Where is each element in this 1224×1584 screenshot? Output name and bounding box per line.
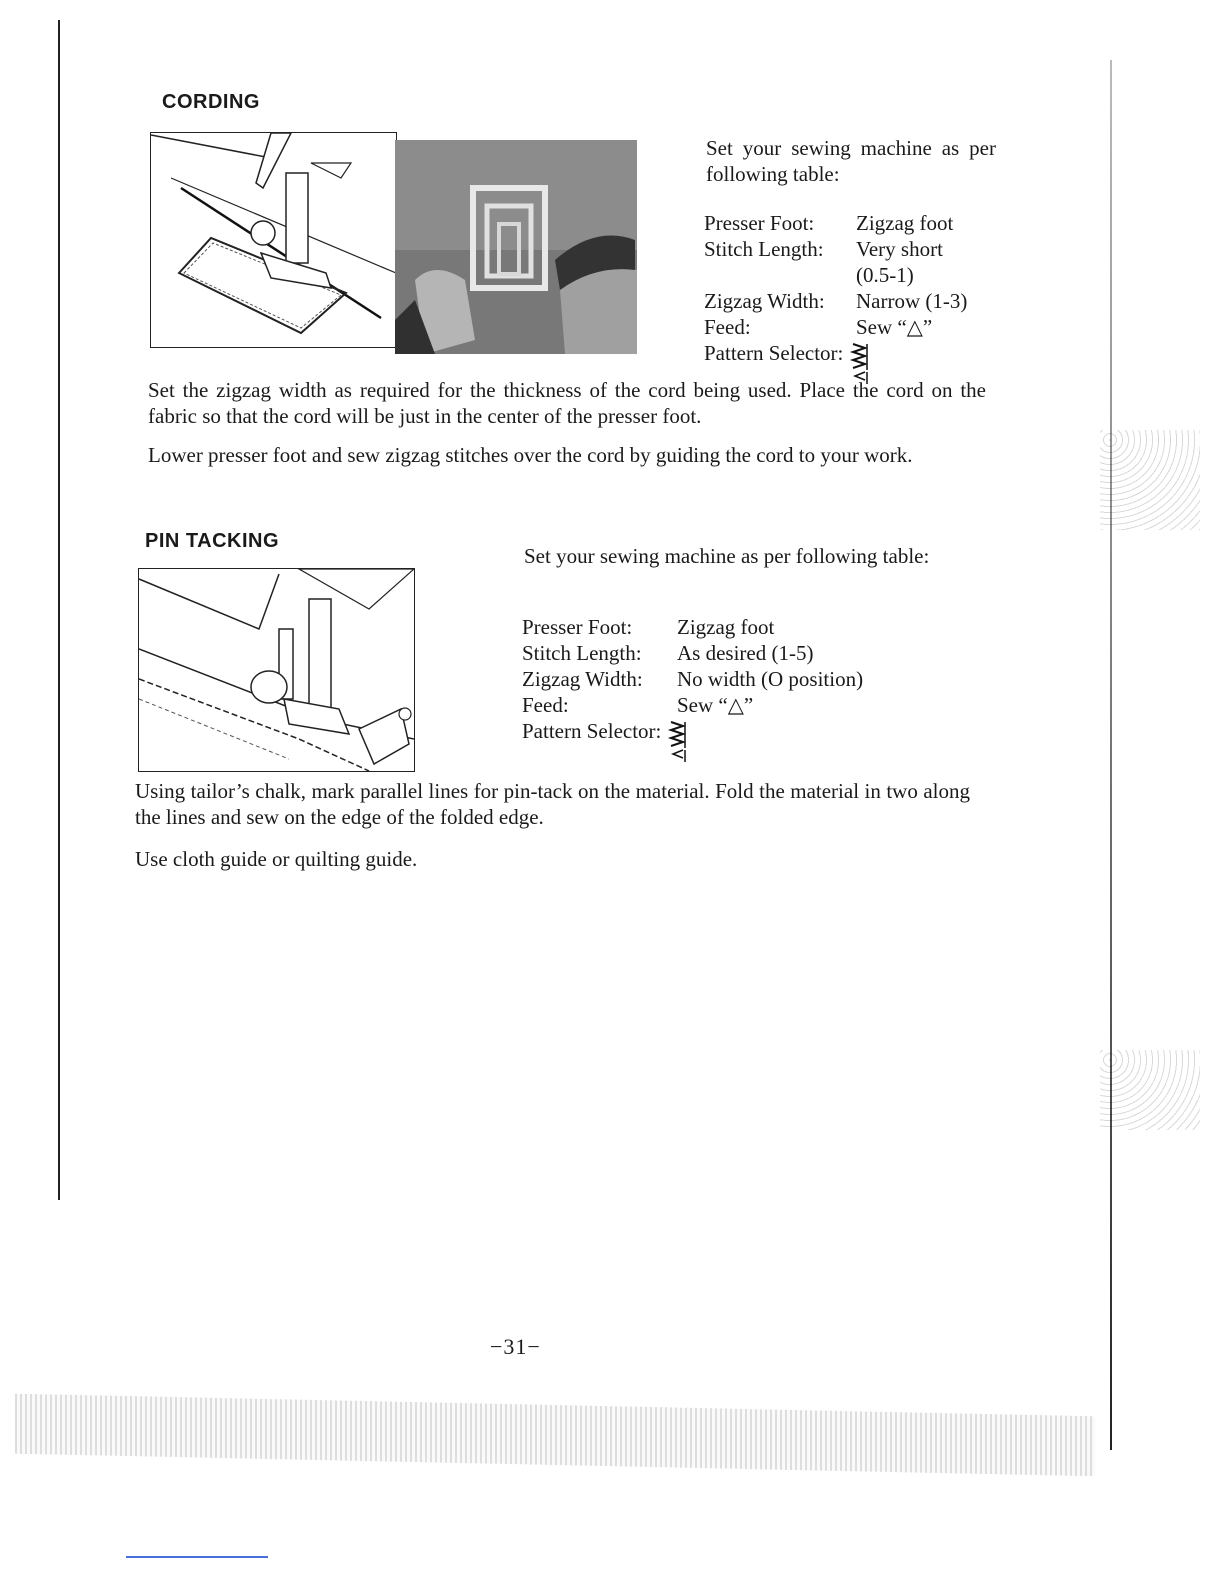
- cording-intro: Set your sewing machine as per following table:: [706, 136, 996, 186]
- setting-label: Presser Foot:: [522, 615, 633, 639]
- setting-label: Stitch Length:: [522, 641, 642, 665]
- setting-value: No width (O position): [677, 667, 864, 691]
- settings-row: [522, 614, 922, 640]
- pin-tacking-instruction-1: Using tailor’s chalk, mark parallel lines for pin-tack on the material. Fold the material in two along the lines and sew on the edge of the folded edge.: [135, 779, 970, 829]
- cording-drawing: [151, 133, 396, 347]
- setting-label: Feed:: [704, 315, 751, 339]
- setting-value: (0.5-1): [856, 263, 914, 287]
- settings-row: [704, 262, 1004, 288]
- scan-speckle: [1100, 1050, 1200, 1130]
- setting-label: [704, 262, 856, 288]
- settings-row: [704, 210, 1004, 236]
- settings-row: [704, 314, 1004, 340]
- setting-value: Very short: [856, 237, 943, 261]
- pin-tacking-intro: Set your sewing machine as per following table:: [524, 544, 930, 568]
- setting-label: Stitch Length:: [704, 237, 824, 261]
- cording-instruction-2: Lower presser foot and sew zigzag stitches over the cord by guiding the cord to your work.: [148, 443, 913, 467]
- setting-label: Pattern Selector:: [704, 341, 844, 365]
- scan-artifact-line: [126, 1556, 268, 1558]
- setting-value: Narrow (1-3): [856, 289, 968, 313]
- cording-instruction-1: Set the zigzag width as required for the thickness of the cord being used. Place the cord on the fabric so that the cord will be just in the center of the presser foot.: [148, 378, 986, 428]
- setting-value: Zigzag foot: [856, 211, 954, 235]
- pin-tacking-illustration: [138, 568, 415, 772]
- cording-photo-image: [395, 140, 637, 354]
- page-edge-right: [1110, 60, 1112, 1450]
- pin-tacking-heading: PIN TACKING: [145, 530, 280, 552]
- cording-settings-table: [704, 210, 1004, 390]
- page-number: −31−: [490, 1334, 541, 1359]
- setting-label: Zigzag Width:: [522, 667, 643, 691]
- cording-photo: [395, 140, 637, 354]
- settings-row: [522, 640, 922, 666]
- settings-row: [522, 718, 922, 768]
- scan-shadow: [15, 1394, 1095, 1477]
- setting-label: Pattern Selector:: [522, 719, 662, 743]
- page-edge-left: [58, 20, 60, 1200]
- pin-tacking-drawing: [139, 569, 414, 771]
- setting-label: Presser Foot:: [704, 211, 815, 235]
- pin-tacking-instruction-2: Use cloth guide or quilting guide.: [135, 847, 418, 871]
- zigzag-pattern-icon: [667, 718, 689, 768]
- cording-heading: CORDING: [162, 91, 260, 113]
- pin-tacking-settings-table: [522, 614, 922, 768]
- setting-value: As desired (1-5): [677, 641, 814, 665]
- setting-value: Zigzag foot: [677, 615, 775, 639]
- setting-label: Zigzag Width:: [704, 289, 825, 313]
- settings-row: [522, 692, 922, 718]
- scan-speckle: [1100, 430, 1200, 530]
- setting-label: Feed:: [522, 693, 569, 717]
- setting-value: Sew “△”: [677, 693, 754, 717]
- settings-row: [522, 666, 922, 692]
- settings-row: [704, 236, 1004, 262]
- settings-row: [704, 288, 1004, 314]
- cording-illustration: [150, 132, 397, 348]
- setting-value: Sew “△”: [856, 315, 933, 339]
